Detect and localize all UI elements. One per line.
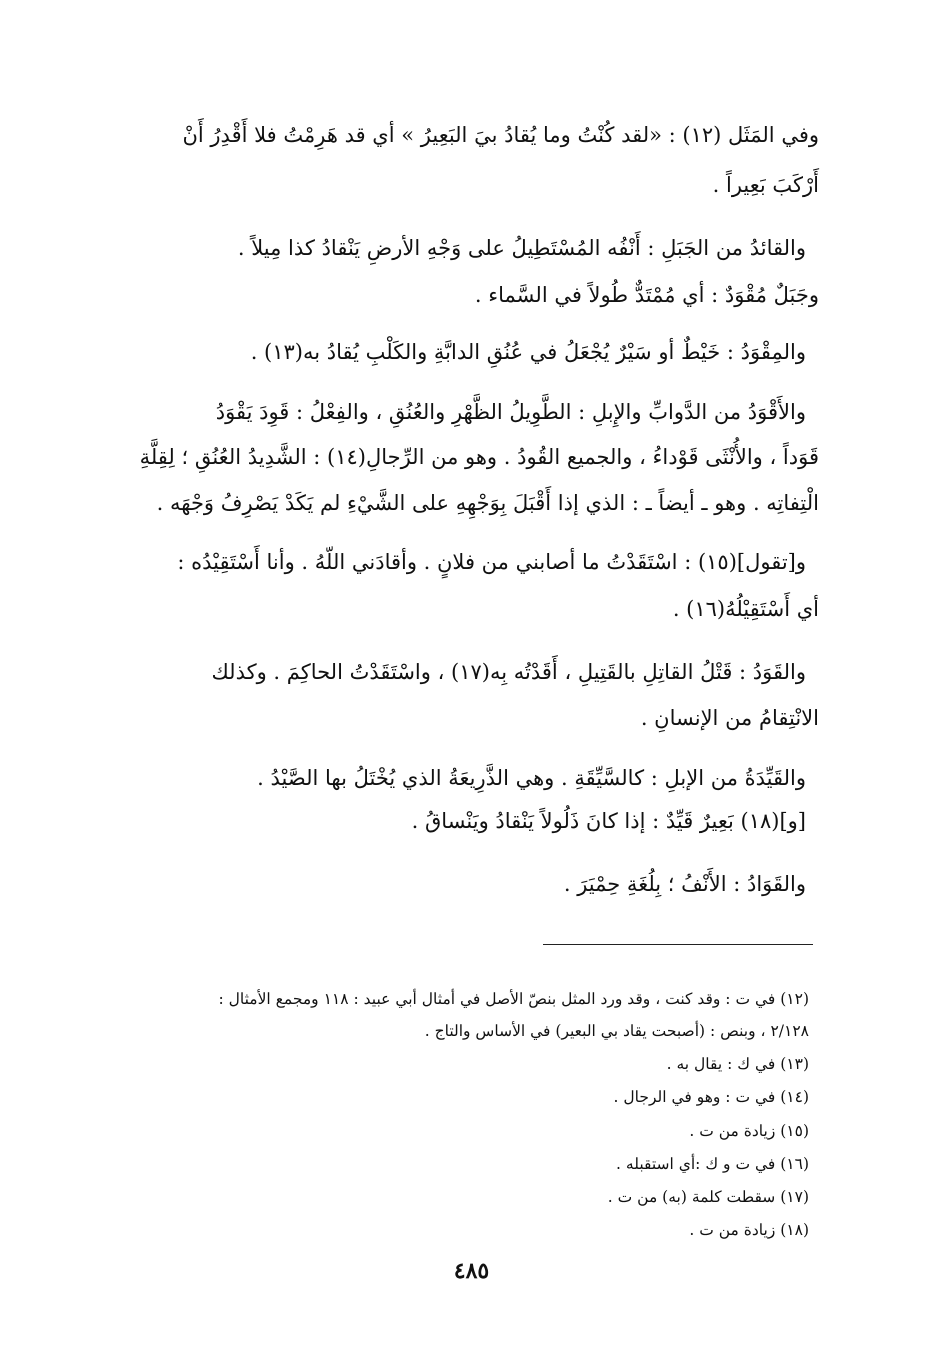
page-number: ٤٨٥: [453, 1258, 490, 1284]
body-line: [و](١٨) بَعِيرٌ قَيِّدٌ : إذا كانَ ذَلُولاً يَنْقادُ ويَنْساقُ .: [411, 809, 806, 833]
footnote: (١٨) زيادة من ت .: [689, 1221, 809, 1239]
body-line: الْتِفاتِه . وهو ـ أيضاً ـ : الذي إذا أَقْبَلَ بِوَجْهِهِ على الشَّيْءِ لم يَكَدْ يَصْرِفُ وَجْهَه .: [156, 491, 819, 515]
footnote: (١٤) في ت : وهو في الرجال .: [613, 1088, 809, 1106]
body-line: قَوَداً ، والأُنْثَى قَوْداءُ ، والجميع القُودُ . وهو من الرِّجالِ(١٤) : الشَّدِيدُ العُنُقِ ؛ لِقِلَّةِ: [139, 445, 819, 469]
body-line: الانْتِقامُ من الإنسانِ .: [640, 706, 819, 730]
body-line: و[تقول](١٥) : اسْتَقَدْتُ ما أصابني من فلانٍ . وأقادَني اللّهُ . وأنا أَسْتَقِيْدُه :: [177, 550, 806, 574]
footnote: (١٥) زيادة من ت .: [689, 1122, 809, 1140]
body-line: أَرْكَبَ بَعِيراً .: [712, 173, 819, 197]
body-line: والقَوَادُ : الأَنْفُ ؛ بِلُغَةِ حِمْيَرَ .: [563, 872, 806, 896]
footnote: (١٣) في ك : يقال به .: [666, 1055, 809, 1073]
body-line: وجَبَلٌ مُقْوَدٌ : أي مُمْتَدٌّ طُولاً في السَّماء .: [474, 283, 819, 307]
body-line: وفي المَثَل (١٢) : «لقد كُنْتُ وما يُقادُ بيَ البَعِيرُ » أي قد هَرِمْتُ فلا أَقْدِرُ أَنْ: [182, 123, 819, 147]
body-line: والقَوَدُ : قَتْلُ القاتِلِ بالقَتِيلِ ، أَقَدْتُه بِه(١٧) ، واسْتَقَدْتُ الحاكِمَ . وكذلك: [211, 660, 806, 684]
footnote: ٢/١٢٨ ، وبنص : (أصبحت يقاد بي البعير) في الأساس والتاج .: [424, 1022, 809, 1040]
body-line: أي أَسْتَقِيْلُهُ(١٦) .: [672, 597, 819, 621]
body-line: والقَيِّدَةُ من الإبلِ : كالسَّيِّقَةِ . وهي الذَّرِيعَةُ الذي يُخْتَلُ بها الصَّيْدُ .: [257, 766, 806, 790]
body-line: والمِقْوَدُ : خَيْطٌ أو سَيْرٌ يُجْعَلُ في عُنُقِ الدابَّةِ والكَلْبِ يُقادُ به(١٣) .: [250, 340, 806, 364]
footnote: (١٧) سقطت كلمة (به) من ت .: [607, 1188, 809, 1206]
footnote: (١٢) في ت : وقد كنت ، وقد ورد المثل بنصّ الأصل في أمثال أبي عبيد : ١١٨ ومجمع الأمثال :: [218, 990, 809, 1008]
body-line: والأَقْوَدُ من الدَّوابِّ والإِبلِ : الطَّوِيلُ الظَّهْرِ والعُنُقِ ، والفِعْلُ : قَوِدَ يَقْوَدُ: [215, 400, 806, 424]
body-line: والقائدُ من الجَبَلِ : أَنْفُه المُسْتَطِيلُ على وَجْهِ الأرضِ يَنْقادُ كذا مِيلاً .: [237, 236, 806, 260]
footnote: (١٦) في ت و ك :أي استقبله .: [616, 1155, 809, 1173]
footnote-separator: [543, 944, 813, 945]
